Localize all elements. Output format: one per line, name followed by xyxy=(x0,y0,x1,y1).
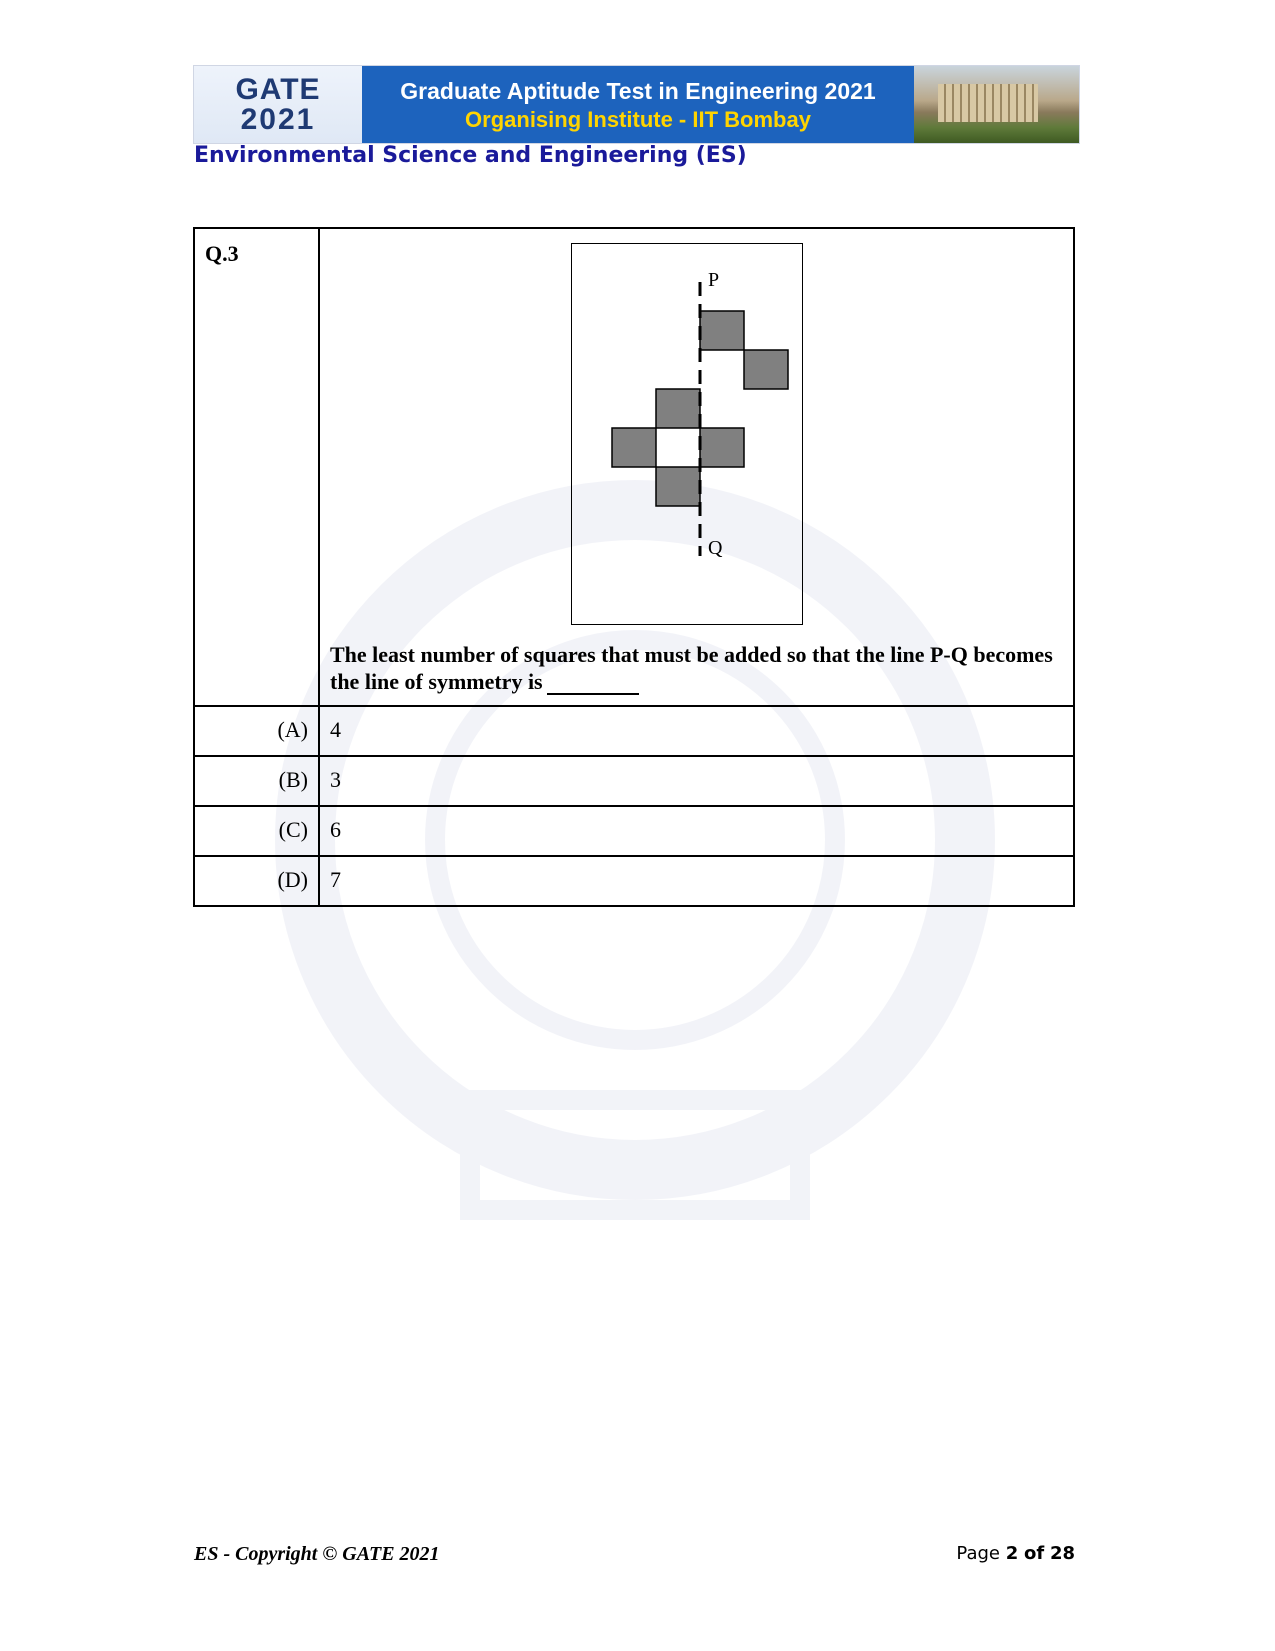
square-top-1 xyxy=(700,311,744,350)
option-label: (D) xyxy=(194,856,319,906)
option-row-b xyxy=(194,756,1074,806)
option-row-c xyxy=(194,806,1074,856)
square-top-2 xyxy=(744,350,788,389)
option-value: 4 xyxy=(319,706,1074,756)
question-table xyxy=(193,227,1075,907)
symmetry-figure xyxy=(571,243,803,625)
option-row-a xyxy=(194,706,1074,756)
label-p: P xyxy=(707,269,719,291)
logo-line-1: GATE xyxy=(235,72,321,106)
page-total: 28 xyxy=(1049,1543,1075,1564)
option-row-d xyxy=(194,856,1074,906)
square-mid-right xyxy=(700,428,744,467)
question-body xyxy=(319,228,1074,706)
question-number: Q.3 xyxy=(194,228,319,706)
option-value: 6 xyxy=(319,806,1074,856)
figure-container xyxy=(310,243,1063,625)
answer-blank xyxy=(547,673,639,695)
symmetry-diagram xyxy=(572,244,802,624)
square-mid-bottom xyxy=(656,467,700,506)
building-image xyxy=(938,84,1038,122)
campus-photo xyxy=(914,66,1079,143)
banner-text xyxy=(362,66,914,143)
option-value: 3 xyxy=(319,756,1074,806)
question-text xyxy=(330,641,1063,695)
label-q: Q xyxy=(707,537,722,559)
banner-subtitle: Organising Institute - IIT Bombay xyxy=(465,106,811,132)
question-row xyxy=(194,228,1074,706)
page-prefix: Page xyxy=(956,1543,1000,1564)
header-banner xyxy=(193,65,1080,144)
option-label: (B) xyxy=(194,756,319,806)
question-text-content: The least number of squares that must be added so that the line P-Q becomes the line of symmetry is xyxy=(330,642,1053,694)
option-value: 7 xyxy=(319,856,1074,906)
footer-page-number xyxy=(956,1543,1075,1564)
gate-logo xyxy=(194,66,362,143)
square-mid-left xyxy=(612,428,656,467)
section-title: Environmental Science and Engineering (ES) xyxy=(194,143,747,168)
footer-copyright: ES - Copyright © GATE 2021 xyxy=(194,1543,440,1565)
banner-title: Graduate Aptitude Test in Engineering 2021 xyxy=(400,77,876,104)
logo-line-2: 2021 xyxy=(240,102,316,136)
square-mid-top xyxy=(656,389,700,428)
option-label: (C) xyxy=(194,806,319,856)
page-of: of xyxy=(1024,1543,1045,1564)
option-label: (A) xyxy=(194,706,319,756)
page-current: 2 xyxy=(1005,1543,1019,1564)
